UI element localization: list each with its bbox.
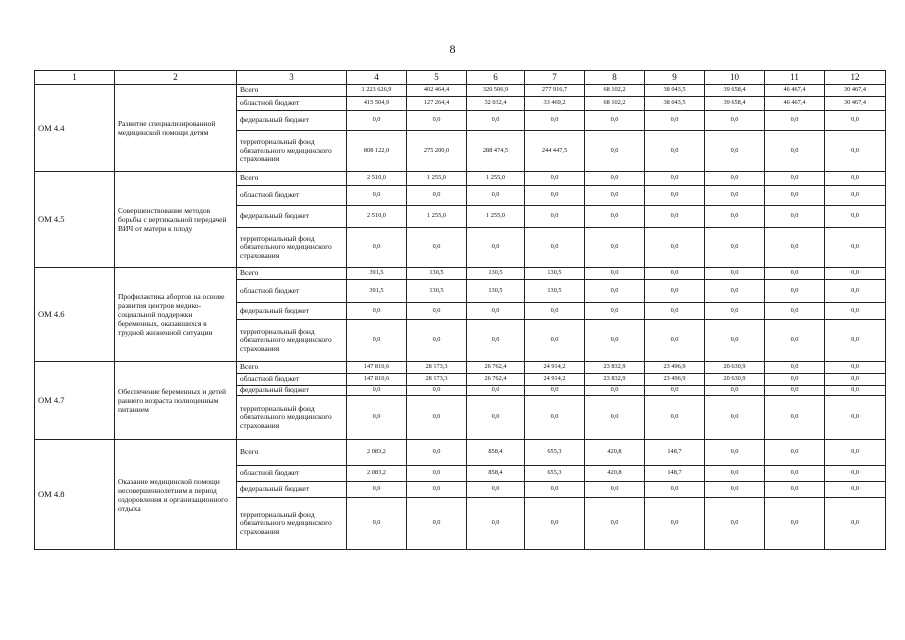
- funding-value: 0,0: [347, 228, 407, 268]
- header-cell: 7: [525, 71, 585, 85]
- funding-value: 20 630,9: [705, 362, 765, 374]
- funding-value: 0,0: [645, 268, 705, 280]
- funding-value: 0,0: [765, 206, 825, 228]
- funding-value: 130,5: [467, 280, 525, 303]
- funding-source: федеральный бюджет: [237, 206, 347, 228]
- funding-value: 23 496,9: [645, 362, 705, 374]
- funding-value: 0,0: [765, 320, 825, 362]
- funding-value: 655,3: [525, 440, 585, 466]
- funding-value: 23 496,9: [645, 374, 705, 386]
- funding-value: 2 083,2: [347, 466, 407, 482]
- measure-code: ОМ 4.8: [35, 440, 115, 550]
- funding-value: 0,0: [347, 498, 407, 550]
- funding-value: 0,0: [585, 268, 645, 280]
- funding-value: 0,0: [765, 186, 825, 206]
- funding-value: 0,0: [825, 440, 886, 466]
- funding-source: Всего: [237, 362, 347, 374]
- funding-value: 0,0: [525, 111, 585, 131]
- funding-value: 0,0: [347, 111, 407, 131]
- funding-value: 0,0: [825, 386, 886, 396]
- funding-value: 46 467,4: [765, 97, 825, 111]
- funding-value: 391,5: [347, 268, 407, 280]
- funding-value: 0,0: [825, 228, 886, 268]
- funding-value: 288 474,5: [467, 131, 525, 172]
- funding-value: 1 255,0: [467, 206, 525, 228]
- funding-value: 30 467,4: [825, 85, 886, 97]
- funding-value: 0,0: [407, 303, 467, 320]
- funding-value: 0,0: [825, 482, 886, 498]
- funding-value: 0,0: [765, 386, 825, 396]
- funding-value: 0,0: [347, 386, 407, 396]
- funding-value: 147 810,6: [347, 374, 407, 386]
- funding-value: 0,0: [765, 466, 825, 482]
- funding-value: 24 914,2: [525, 374, 585, 386]
- funding-value: 0,0: [705, 131, 765, 172]
- funding-value: 0,0: [467, 396, 525, 440]
- funding-value: 0,0: [705, 280, 765, 303]
- funding-value: 33 469,2: [525, 97, 585, 111]
- funding-value: 0,0: [645, 280, 705, 303]
- funding-value: 0,0: [585, 186, 645, 206]
- funding-value: 0,0: [407, 320, 467, 362]
- table-body: [35, 85, 886, 550]
- funding-value: 0,0: [347, 186, 407, 206]
- funding-source: Всего: [237, 172, 347, 186]
- header-cell: 5: [407, 71, 467, 85]
- funding-value: 26 762,4: [467, 374, 525, 386]
- header-cell: 6: [467, 71, 525, 85]
- funding-value: 0,0: [407, 396, 467, 440]
- funding-value: 0,0: [525, 206, 585, 228]
- funding-value: 0,0: [525, 303, 585, 320]
- funding-value: 23 832,9: [585, 374, 645, 386]
- funding-value: 0,0: [585, 280, 645, 303]
- measure-title: Развитие специализированной медицинской помощи детям: [115, 85, 237, 172]
- funding-value: 0,0: [467, 111, 525, 131]
- funding-value: 0,0: [585, 320, 645, 362]
- funding-value: 0,0: [407, 440, 467, 466]
- funding-value: 0,0: [347, 303, 407, 320]
- funding-value: 28 173,3: [407, 362, 467, 374]
- funding-value: 655,3: [525, 466, 585, 482]
- funding-source: областной бюджет: [237, 374, 347, 386]
- page-number: 8: [449, 42, 456, 56]
- funding-value: 415 504,9: [347, 97, 407, 111]
- measure-code: ОМ 4.4: [35, 85, 115, 172]
- measure-title: Совершенствование методов борьбы с вертикальной передачей ВИЧ от матери к плоду: [115, 172, 237, 268]
- funding-value: 275 200,0: [407, 131, 467, 172]
- funding-value: 130,5: [407, 268, 467, 280]
- funding-value: 0,0: [407, 111, 467, 131]
- funding-value: 0,0: [585, 498, 645, 550]
- funding-value: 277 916,7: [525, 85, 585, 97]
- funding-value: 0,0: [705, 440, 765, 466]
- funding-value: 0,0: [825, 466, 886, 482]
- table-row: [35, 440, 886, 466]
- funding-value: 0,0: [645, 396, 705, 440]
- funding-value: 0,0: [765, 374, 825, 386]
- funding-value: 0,0: [467, 320, 525, 362]
- funding-value: 0,0: [407, 186, 467, 206]
- measure-title: Обеспечение беременных и детей раннего возраста полноценным питанием: [115, 362, 237, 440]
- funding-value: 0,0: [645, 303, 705, 320]
- funding-value: 244 447,5: [525, 131, 585, 172]
- funding-source: федеральный бюджет: [237, 303, 347, 320]
- funding-value: 0,0: [705, 206, 765, 228]
- funding-value: 26 762,4: [467, 362, 525, 374]
- funding-value: 0,0: [407, 386, 467, 396]
- funding-value: 0,0: [765, 498, 825, 550]
- funding-value: 0,0: [645, 131, 705, 172]
- funding-value: 0,0: [525, 386, 585, 396]
- funding-value: 39 658,4: [705, 85, 765, 97]
- funding-value: 148,7: [645, 440, 705, 466]
- funding-table: [34, 70, 886, 550]
- funding-value: 0,0: [525, 228, 585, 268]
- funding-value: 391,5: [347, 280, 407, 303]
- funding-value: 0,0: [467, 228, 525, 268]
- funding-value: 858,4: [467, 466, 525, 482]
- funding-value: 0,0: [765, 228, 825, 268]
- funding-value: 0,0: [705, 386, 765, 396]
- funding-value: 0,0: [705, 320, 765, 362]
- funding-value: 23 832,9: [585, 362, 645, 374]
- funding-source: областной бюджет: [237, 466, 347, 482]
- funding-value: 0,0: [825, 396, 886, 440]
- funding-value: 46 467,4: [765, 85, 825, 97]
- funding-source: областной бюджет: [237, 186, 347, 206]
- funding-value: 0,0: [705, 228, 765, 268]
- funding-value: 2 510,0: [347, 172, 407, 186]
- measure-code: ОМ 4.5: [35, 172, 115, 268]
- funding-source: территориальный фонд обязательного медицинского страхования: [237, 228, 347, 268]
- funding-value: 0,0: [467, 303, 525, 320]
- header-cell: 11: [765, 71, 825, 85]
- header-cell: 2: [115, 71, 237, 85]
- funding-value: 0,0: [467, 482, 525, 498]
- funding-value: 0,0: [705, 498, 765, 550]
- funding-value: 0,0: [825, 303, 886, 320]
- funding-value: 0,0: [407, 228, 467, 268]
- funding-value: 32 032,4: [467, 97, 525, 111]
- funding-value: 130,5: [407, 280, 467, 303]
- funding-value: 0,0: [705, 482, 765, 498]
- funding-value: 1 255,0: [407, 172, 467, 186]
- funding-source: территориальный фонд обязательного медицинского страхования: [237, 498, 347, 550]
- funding-value: 0,0: [705, 111, 765, 131]
- header-cell: 10: [705, 71, 765, 85]
- funding-value: 0,0: [467, 186, 525, 206]
- funding-value: 0,0: [347, 320, 407, 362]
- header-cell: 9: [645, 71, 705, 85]
- funding-value: 0,0: [645, 498, 705, 550]
- funding-value: 0,0: [825, 362, 886, 374]
- funding-value: 39 658,4: [705, 97, 765, 111]
- funding-value: 2 083,2: [347, 440, 407, 466]
- funding-value: 0,0: [765, 268, 825, 280]
- funding-value: 0,0: [525, 186, 585, 206]
- header-cell: 8: [585, 71, 645, 85]
- funding-value: 38 043,5: [645, 97, 705, 111]
- funding-source: Всего: [237, 85, 347, 97]
- funding-value: 0,0: [585, 386, 645, 396]
- funding-source: областной бюджет: [237, 280, 347, 303]
- funding-value: 0,0: [825, 186, 886, 206]
- funding-source: территориальный фонд обязательного медицинского страхования: [237, 131, 347, 172]
- table-row: [35, 268, 886, 280]
- funding-value: 0,0: [525, 172, 585, 186]
- funding-value: 0,0: [407, 466, 467, 482]
- funding-source: федеральный бюджет: [237, 482, 347, 498]
- funding-value: 0,0: [585, 396, 645, 440]
- measure-code: ОМ 4.6: [35, 268, 115, 362]
- funding-value: 0,0: [645, 482, 705, 498]
- funding-value: 0,0: [645, 320, 705, 362]
- funding-value: 130,5: [525, 268, 585, 280]
- funding-value: 0,0: [585, 482, 645, 498]
- funding-value: 0,0: [825, 111, 886, 131]
- funding-value: 0,0: [407, 498, 467, 550]
- funding-value: 0,0: [467, 386, 525, 396]
- funding-value: 0,0: [705, 466, 765, 482]
- funding-value: 68 102,2: [585, 85, 645, 97]
- funding-value: 0,0: [705, 303, 765, 320]
- table-row: [35, 362, 886, 374]
- funding-source: федеральный бюджет: [237, 111, 347, 131]
- funding-value: 130,5: [467, 268, 525, 280]
- funding-value: 420,8: [585, 440, 645, 466]
- funding-value: 0,0: [705, 172, 765, 186]
- header-cell: 3: [237, 71, 347, 85]
- funding-value: 402 464,4: [407, 85, 467, 97]
- funding-value: 858,4: [467, 440, 525, 466]
- funding-value: 0,0: [585, 131, 645, 172]
- header-row: [35, 71, 886, 85]
- table-row: [35, 172, 886, 186]
- funding-value: 0,0: [645, 186, 705, 206]
- funding-value: 0,0: [585, 206, 645, 228]
- funding-value: 0,0: [585, 111, 645, 131]
- funding-source: территориальный фонд обязательного медицинского страхования: [237, 396, 347, 440]
- funding-value: 0,0: [765, 131, 825, 172]
- funding-value: 0,0: [407, 482, 467, 498]
- funding-value: 1 255,0: [407, 206, 467, 228]
- funding-value: 148,7: [645, 466, 705, 482]
- funding-value: 0,0: [765, 362, 825, 374]
- table-row: [35, 85, 886, 97]
- funding-value: 0,0: [765, 482, 825, 498]
- funding-value: 0,0: [705, 396, 765, 440]
- funding-value: 0,0: [645, 111, 705, 131]
- header-cell: 4: [347, 71, 407, 85]
- funding-value: 20 630,9: [705, 374, 765, 386]
- funding-value: 2 510,0: [347, 206, 407, 228]
- funding-value: 0,0: [825, 374, 886, 386]
- funding-value: 0,0: [825, 320, 886, 362]
- funding-value: 0,0: [585, 303, 645, 320]
- funding-value: 0,0: [645, 386, 705, 396]
- funding-source: Всего: [237, 440, 347, 466]
- funding-value: 0,0: [585, 172, 645, 186]
- funding-value: 28 173,3: [407, 374, 467, 386]
- funding-value: 0,0: [525, 320, 585, 362]
- funding-value: 320 506,9: [467, 85, 525, 97]
- measure-title: Профилактика абортов на основе развития центров медико-социальной поддержки беременных, оказавшихся в трудной жизненной ситуации: [115, 268, 237, 362]
- funding-value: 0,0: [765, 303, 825, 320]
- funding-value: 420,8: [585, 466, 645, 482]
- funding-value: 0,0: [765, 440, 825, 466]
- funding-value: 0,0: [645, 172, 705, 186]
- funding-value: 0,0: [645, 228, 705, 268]
- funding-value: 0,0: [525, 482, 585, 498]
- funding-value: 130,5: [525, 280, 585, 303]
- funding-value: 127 264,4: [407, 97, 467, 111]
- funding-value: 0,0: [825, 498, 886, 550]
- funding-value: 1 223 626,9: [347, 85, 407, 97]
- measure-title: Оказание медицинской помощи несовершеннолетним в период оздоровления и организационного отдыха: [115, 440, 237, 550]
- funding-value: 0,0: [825, 131, 886, 172]
- funding-source: федеральный бюджет: [237, 386, 347, 396]
- funding-value: 30 467,4: [825, 97, 886, 111]
- funding-value: 1 255,0: [467, 172, 525, 186]
- funding-source: территориальный фонд обязательного медицинского страхования: [237, 320, 347, 362]
- measure-code: ОМ 4.7: [35, 362, 115, 440]
- funding-value: 24 914,2: [525, 362, 585, 374]
- funding-value: 0,0: [765, 280, 825, 303]
- funding-value: 0,0: [705, 186, 765, 206]
- funding-source: областной бюджет: [237, 97, 347, 111]
- funding-value: 0,0: [525, 498, 585, 550]
- funding-value: 38 043,5: [645, 85, 705, 97]
- header-cell: 1: [35, 71, 115, 85]
- funding-value: 0,0: [825, 206, 886, 228]
- funding-value: 0,0: [585, 228, 645, 268]
- funding-value: 68 102,2: [585, 97, 645, 111]
- funding-value: 0,0: [705, 268, 765, 280]
- funding-value: 147 810,6: [347, 362, 407, 374]
- funding-value: 0,0: [765, 172, 825, 186]
- funding-value: 0,0: [825, 280, 886, 303]
- funding-value: 0,0: [825, 268, 886, 280]
- funding-value: 0,0: [347, 482, 407, 498]
- funding-value: 0,0: [467, 498, 525, 550]
- header-cell: 12: [825, 71, 886, 85]
- funding-value: 0,0: [347, 396, 407, 440]
- funding-value: 0,0: [765, 111, 825, 131]
- funding-value: 0,0: [825, 172, 886, 186]
- funding-value: 0,0: [765, 396, 825, 440]
- funding-value: 0,0: [525, 396, 585, 440]
- funding-value: 0,0: [645, 206, 705, 228]
- funding-value: 808 122,0: [347, 131, 407, 172]
- funding-source: Всего: [237, 268, 347, 280]
